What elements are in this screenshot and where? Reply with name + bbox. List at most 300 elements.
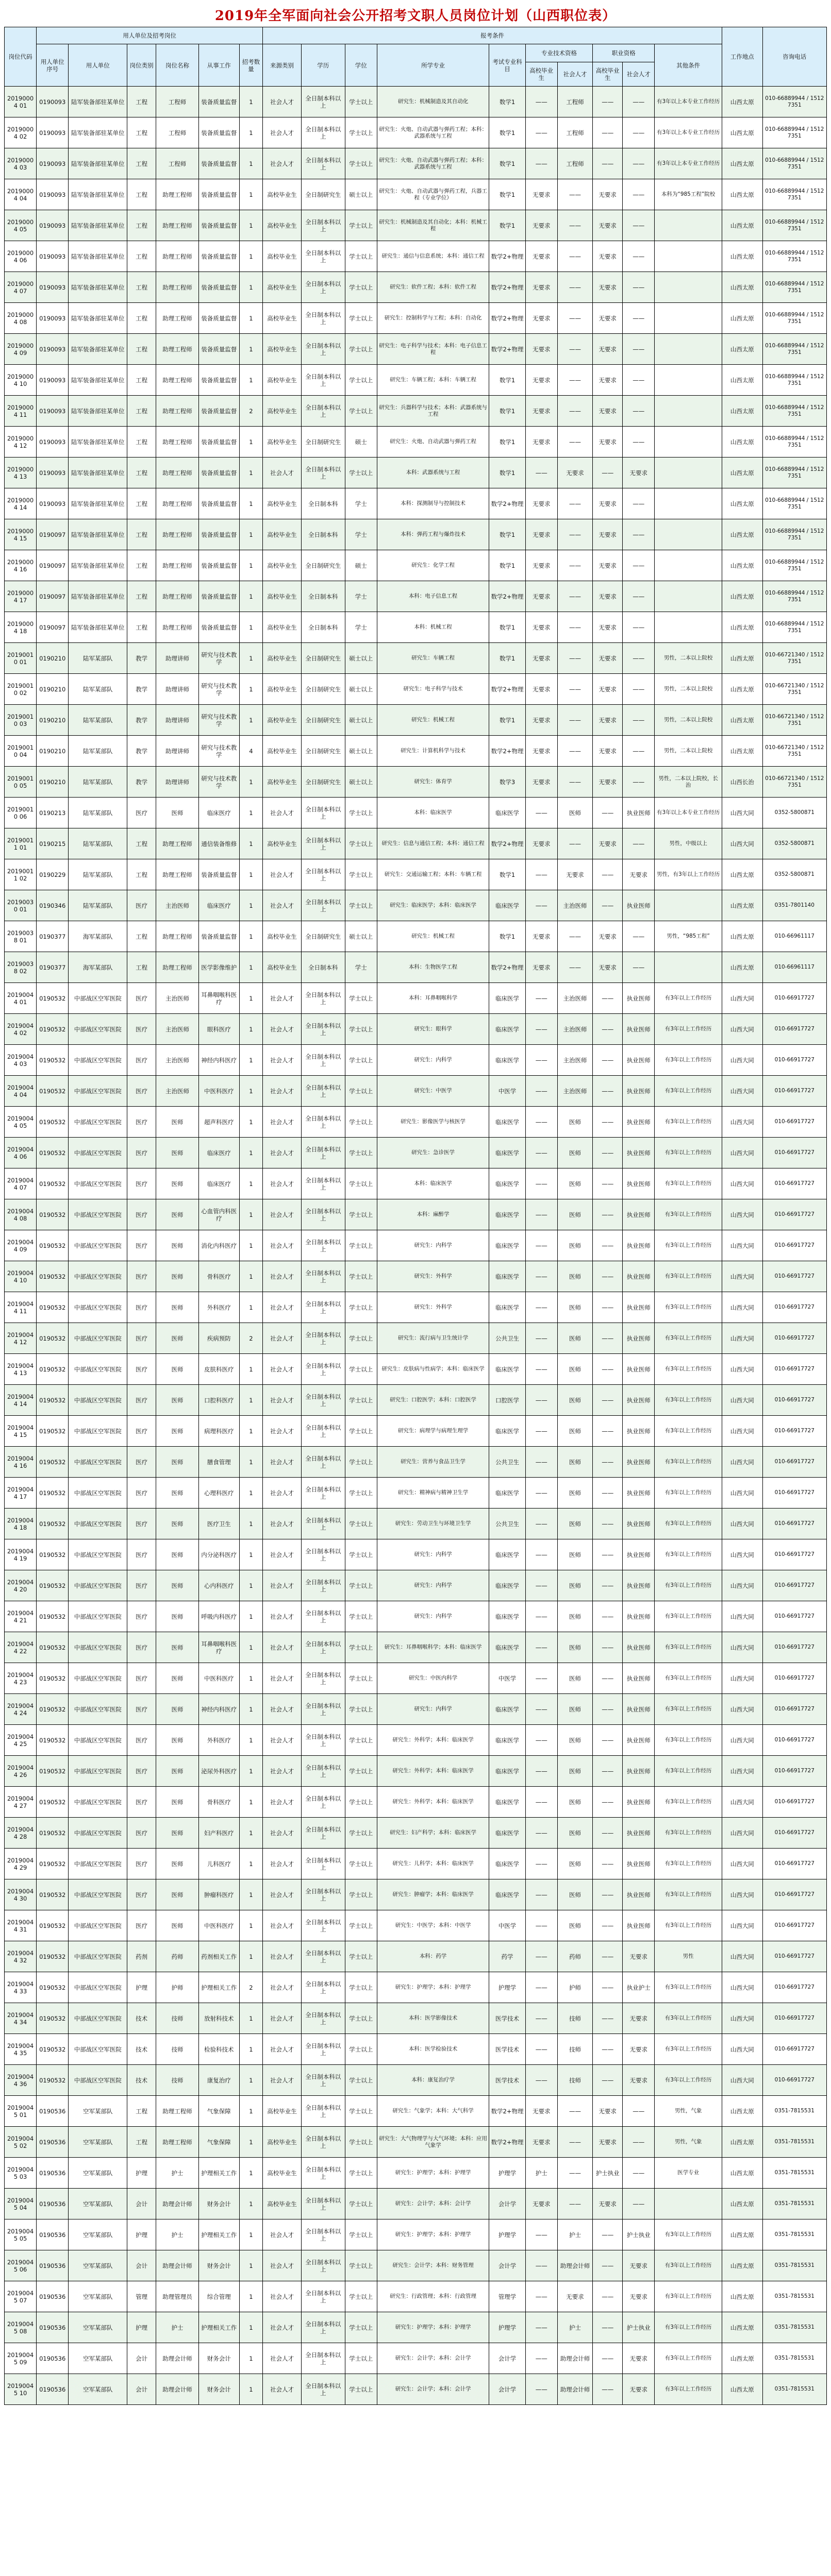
cell-work-location: 山西太原 (722, 921, 762, 952)
cell-tech-grad: —— (525, 1941, 557, 1972)
cell-education: 全日制本科以上 (301, 148, 345, 179)
cell-count: 1 (239, 2374, 263, 2405)
cell-degree: 学士以上 (345, 1292, 377, 1323)
cell-position-code: 20190004 09 (5, 334, 37, 365)
cell-post-type: 工程 (127, 828, 156, 859)
cell-degree: 学士以上 (345, 1168, 377, 1199)
cell-post-type: 工程 (127, 87, 156, 117)
cell-education: 全日制本科以上 (301, 1138, 345, 1168)
cell-count: 1 (239, 705, 263, 736)
cell-degree: 学士以上 (345, 1910, 377, 1941)
table-row (5, 1941, 827, 1972)
cell-position-code: 20190044 06 (5, 1138, 37, 1168)
cell-contact: 010-66917727 (762, 1168, 826, 1199)
cell-education: 全日制本科以上 (301, 798, 345, 828)
cell-contact: 010-66889944 / 15127351 (762, 427, 826, 457)
cell-major: 研究生：外科学 (377, 1261, 489, 1292)
cell-contact: 0351-7815531 (762, 2374, 826, 2405)
header-count: 招考数量 (239, 44, 263, 87)
cell-degree: 学士以上 (345, 798, 377, 828)
cell-voc-social: 执业医师 (623, 1323, 655, 1354)
cell-post-type: 医疗 (127, 1014, 156, 1045)
cell-unit-name: 陆军某部队 (69, 674, 127, 705)
cell-voc-social: 无要求 (623, 2250, 655, 2281)
cell-other: 有3年以上工作经历 (655, 1076, 722, 1107)
cell-tech-social: —— (557, 427, 592, 457)
cell-unit-no: 0190093 (37, 488, 69, 519)
header-major: 所学专业 (377, 44, 489, 87)
cell-major: 研究生：会计学；本科：会计学 (377, 2374, 489, 2405)
cell-degree: 学士以上 (345, 334, 377, 365)
cell-exam-subject: 临床医学 (489, 1230, 525, 1261)
cell-voc-grad: 无要求 (593, 334, 623, 365)
cell-tech-social: 医师 (557, 1570, 592, 1601)
cell-exam-subject: 医学技术 (489, 2065, 525, 2096)
cell-education: 全日制本科以上 (301, 1849, 345, 1879)
cell-education: 全日制本科以上 (301, 2343, 345, 2374)
cell-source: 社会人才 (263, 1107, 302, 1138)
cell-post-name: 工程师 (156, 148, 199, 179)
cell-contact: 0351-7815531 (762, 2127, 826, 2158)
cell-work-location: 山西大同 (722, 1416, 762, 1447)
cell-tech-social: 主治医师 (557, 1076, 592, 1107)
cell-work-desc: 眼科医疗 (198, 1014, 239, 1045)
cell-other (655, 488, 722, 519)
cell-position-code: 20190004 18 (5, 612, 37, 643)
cell-post-type: 医疗 (127, 1230, 156, 1261)
cell-work-desc: 康复治疗 (198, 2065, 239, 2096)
cell-exam-subject: 数学2+物理 (489, 581, 525, 612)
cell-exam-subject: 公共卫生 (489, 1509, 525, 1539)
cell-count: 1 (239, 1756, 263, 1787)
cell-tech-grad: —— (525, 1199, 557, 1230)
cell-work-desc: 膳食管理 (198, 1447, 239, 1478)
cell-degree: 学士以上 (345, 2281, 377, 2312)
cell-unit-name: 中部战区空军医院 (69, 1663, 127, 1694)
cell-contact: 010-66917727 (762, 1879, 826, 1910)
cell-contact: 010-66917727 (762, 1292, 826, 1323)
cell-other: 医学专业 (655, 2158, 722, 2189)
cell-degree: 学士以上 (345, 457, 377, 488)
cell-major: 研究生：会计学；本科：会计学 (377, 2189, 489, 2219)
cell-exam-subject: 中医学 (489, 1910, 525, 1941)
cell-unit-name: 陆军某部队 (69, 767, 127, 798)
table-row (5, 457, 827, 488)
cell-exam-subject: 会计学 (489, 2250, 525, 2281)
table-row (5, 736, 827, 767)
cell-other: 有3年以上工作经历 (655, 2281, 722, 2312)
cell-post-type: 医疗 (127, 1385, 156, 1416)
cell-voc-grad: —— (593, 1168, 623, 1199)
cell-unit-no: 0190532 (37, 1199, 69, 1230)
cell-contact: 010-66961117 (762, 952, 826, 983)
table-row (5, 581, 827, 612)
cell-contact: 010-66721340 / 15127351 (762, 767, 826, 798)
cell-other (655, 952, 722, 983)
cell-source: 社会人才 (263, 1818, 302, 1849)
cell-post-type: 医疗 (127, 1261, 156, 1292)
cell-unit-no: 0190532 (37, 1756, 69, 1787)
cell-unit-no: 0190532 (37, 1694, 69, 1725)
cell-degree: 学士以上 (345, 148, 377, 179)
cell-post-name: 助理工程师 (156, 365, 199, 396)
cell-work-location: 山西太原 (722, 2127, 762, 2158)
cell-count: 1 (239, 334, 263, 365)
cell-unit-name: 中部战区空军医院 (69, 1539, 127, 1570)
cell-voc-grad: —— (593, 1601, 623, 1632)
cell-post-type: 护理 (127, 2219, 156, 2250)
cell-contact: 010-66917727 (762, 2034, 826, 2065)
cell-degree: 学士以上 (345, 1199, 377, 1230)
cell-exam-subject: 临床医学 (489, 1199, 525, 1230)
cell-work-location: 山西大同 (722, 1910, 762, 1941)
cell-count: 1 (239, 1385, 263, 1416)
cell-count: 1 (239, 148, 263, 179)
cell-contact: 010-66917727 (762, 1385, 826, 1416)
cell-work-location: 山西大同 (722, 1261, 762, 1292)
cell-exam-subject: 管理学 (489, 2281, 525, 2312)
cell-tech-grad: 无要求 (525, 674, 557, 705)
cell-major: 研究生：气象学；本科：大气科学 (377, 2096, 489, 2127)
cell-work-location: 山西大同 (722, 1787, 762, 1818)
cell-tech-social: —— (557, 828, 592, 859)
cell-source: 社会人才 (263, 1570, 302, 1601)
cell-education: 全日制本科以上 (301, 87, 345, 117)
cell-major: 研究生：机械工程 (377, 705, 489, 736)
cell-post-type: 工程 (127, 921, 156, 952)
cell-work-desc: 研究与技术教学 (198, 767, 239, 798)
cell-other: 有3年以上工作经历 (655, 1539, 722, 1570)
cell-major: 研究生：皮肤病与性病学；本科：临床医学 (377, 1354, 489, 1385)
cell-contact: 010-66917727 (762, 1076, 826, 1107)
cell-source: 社会人才 (263, 1941, 302, 1972)
cell-source: 高校毕业生 (263, 303, 302, 334)
cell-source: 高校毕业生 (263, 488, 302, 519)
cell-contact: 010-66721340 / 15127351 (762, 705, 826, 736)
cell-voc-grad: —— (593, 1138, 623, 1168)
cell-voc-social: —— (623, 550, 655, 581)
cell-work-desc: 装备质量监督 (198, 550, 239, 581)
cell-degree: 学士以上 (345, 1694, 377, 1725)
cell-exam-subject: 数学1 (489, 921, 525, 952)
cell-contact: 010-66889944 / 15127351 (762, 365, 826, 396)
cell-unit-no: 0190532 (37, 1478, 69, 1509)
cell-voc-social: 执业医师 (623, 1138, 655, 1168)
cell-count: 1 (239, 1168, 263, 1199)
table-row (5, 1632, 827, 1663)
cell-unit-no: 0190377 (37, 952, 69, 983)
cell-unit-no: 0190532 (37, 1663, 69, 1694)
cell-voc-grad: 护士执业 (593, 2158, 623, 2189)
cell-voc-grad: —— (593, 1076, 623, 1107)
cell-contact: 010-66721340 / 15127351 (762, 643, 826, 674)
cell-work-location: 山西大同 (722, 2065, 762, 2096)
cell-exam-subject: 数学2+物理 (489, 2127, 525, 2158)
cell-tech-grad: —— (525, 1910, 557, 1941)
cell-post-type: 工程 (127, 488, 156, 519)
cell-contact: 010-66917727 (762, 1941, 826, 1972)
cell-work-desc: 耳鼻咽喉科医疗 (198, 983, 239, 1014)
cell-exam-subject: 临床医学 (489, 1725, 525, 1756)
cell-unit-no: 0190093 (37, 365, 69, 396)
cell-voc-social: —— (623, 427, 655, 457)
cell-tech-grad: 无要求 (525, 303, 557, 334)
cell-unit-no: 0190532 (37, 983, 69, 1014)
cell-contact: 0351-7815531 (762, 2343, 826, 2374)
cell-unit-name: 陆军装备部驻某单位 (69, 396, 127, 427)
cell-major: 研究生：中医内科学 (377, 1663, 489, 1694)
table-row (5, 1076, 827, 1107)
cell-degree: 学士以上 (345, 2065, 377, 2096)
table-row (5, 2065, 827, 2096)
cell-source: 高校毕业生 (263, 210, 302, 241)
cell-position-code: 20190044 12 (5, 1323, 37, 1354)
cell-other (655, 210, 722, 241)
cell-work-desc: 口腔科医疗 (198, 1385, 239, 1416)
cell-work-desc: 中医科医疗 (198, 1663, 239, 1694)
cell-exam-subject: 临床医学 (489, 1168, 525, 1199)
cell-contact: 010-66917727 (762, 1972, 826, 2003)
cell-tech-grad: —— (525, 859, 557, 890)
cell-voc-grad: —— (593, 1478, 623, 1509)
cell-work-location: 山西太原 (722, 2281, 762, 2312)
cell-count: 4 (239, 736, 263, 767)
cell-voc-social: —— (623, 612, 655, 643)
cell-tech-grad: —— (525, 1323, 557, 1354)
cell-unit-name: 中部战区空军医院 (69, 1509, 127, 1539)
cell-voc-social: 执业医师 (623, 1849, 655, 1879)
cell-other: 有3年以上工作经历 (655, 1168, 722, 1199)
cell-unit-no: 0190532 (37, 1447, 69, 1478)
cell-position-code: 20190045 05 (5, 2219, 37, 2250)
cell-exam-subject: 数学1 (489, 87, 525, 117)
cell-tech-grad: 无要求 (525, 334, 557, 365)
cell-education: 全日制本科 (301, 581, 345, 612)
cell-work-location: 山西太原 (722, 210, 762, 241)
cell-contact: 010-66889944 / 15127351 (762, 117, 826, 148)
cell-degree: 学士以上 (345, 1076, 377, 1107)
cell-voc-social: —— (623, 396, 655, 427)
cell-tech-social: —— (557, 2189, 592, 2219)
cell-voc-social: —— (623, 87, 655, 117)
cell-source: 高校毕业生 (263, 2127, 302, 2158)
cell-unit-name: 陆军某部队 (69, 890, 127, 921)
cell-degree: 学士以上 (345, 117, 377, 148)
cell-post-type: 医疗 (127, 1849, 156, 1879)
cell-unit-name: 空军某部队 (69, 2312, 127, 2343)
cell-work-desc: 装备质量监督 (198, 859, 239, 890)
cell-work-location: 山西大同 (722, 1354, 762, 1385)
cell-voc-social: 执业医师 (623, 1879, 655, 1910)
table-row (5, 272, 827, 303)
cell-work-location: 山西太原 (722, 179, 762, 210)
cell-unit-no: 0190532 (37, 1261, 69, 1292)
cell-contact: 010-66917727 (762, 1354, 826, 1385)
cell-contact: 010-66917727 (762, 1787, 826, 1818)
cell-contact: 010-66917727 (762, 1107, 826, 1138)
cell-tech-social: 医师 (557, 1107, 592, 1138)
cell-education: 全日制本科以上 (301, 1694, 345, 1725)
cell-work-location: 山西太原 (722, 334, 762, 365)
cell-unit-name: 陆军装备部驻某单位 (69, 365, 127, 396)
cell-education: 全日制本科以上 (301, 1818, 345, 1849)
cell-source: 社会人才 (263, 983, 302, 1014)
cell-work-location: 山西大同 (722, 1323, 762, 1354)
cell-unit-no: 0190346 (37, 890, 69, 921)
cell-major: 研究生：车辆工程 (377, 643, 489, 674)
cell-count: 1 (239, 1416, 263, 1447)
cell-tech-grad: —— (525, 2343, 557, 2374)
cell-voc-grad: 无要求 (593, 427, 623, 457)
cell-major: 研究生：机械制造及其自动化；本科：机械工程 (377, 210, 489, 241)
cell-source: 高校毕业生 (263, 365, 302, 396)
cell-exam-subject: 数学1 (489, 705, 525, 736)
cell-tech-grad: —— (525, 1385, 557, 1416)
cell-work-desc: 装备质量监督 (198, 365, 239, 396)
cell-tech-grad: —— (525, 1478, 557, 1509)
cell-unit-name: 中部战区空军医院 (69, 1447, 127, 1478)
cell-education: 全日制研究生 (301, 705, 345, 736)
cell-voc-grad: 无要求 (593, 581, 623, 612)
cell-education: 全日制本科以上 (301, 2374, 345, 2405)
table-row (5, 117, 827, 148)
cell-work-desc: 耳鼻咽喉科医疗 (198, 1632, 239, 1663)
cell-post-type: 工程 (127, 519, 156, 550)
cell-work-location: 山西大同 (722, 1756, 762, 1787)
cell-post-name: 医师 (156, 1478, 199, 1509)
cell-work-location: 山西太原 (722, 241, 762, 272)
cell-post-name: 医师 (156, 1663, 199, 1694)
cell-work-desc: 护理相关工作 (198, 2219, 239, 2250)
cell-unit-name: 中部战区空军医院 (69, 1725, 127, 1756)
cell-degree: 学士 (345, 612, 377, 643)
cell-major: 研究生：机械工程 (377, 921, 489, 952)
cell-tech-grad: —— (525, 1663, 557, 1694)
cell-exam-subject: 数学2+物理 (489, 334, 525, 365)
cell-work-location: 山西长治 (722, 767, 762, 798)
cell-voc-social: 执业医师 (623, 1725, 655, 1756)
cell-tech-grad: 无要求 (525, 272, 557, 303)
cell-voc-grad: —— (593, 1107, 623, 1138)
cell-work-location: 山西大同 (722, 1663, 762, 1694)
cell-post-type: 医疗 (127, 1509, 156, 1539)
cell-voc-grad: —— (593, 1941, 623, 1972)
cell-work-desc: 财务会计 (198, 2374, 239, 2405)
cell-voc-social: 执业医师 (623, 1045, 655, 1076)
cell-tech-social: 医师 (557, 1230, 592, 1261)
cell-tech-grad: 无要求 (525, 2096, 557, 2127)
cell-position-code: 20190010 03 (5, 705, 37, 736)
cell-education: 全日制本科 (301, 952, 345, 983)
cell-post-name: 助理工程师 (156, 550, 199, 581)
cell-major: 研究生：通信与信息系统；本科：通信工程 (377, 241, 489, 272)
cell-post-name: 助理工程师 (156, 488, 199, 519)
cell-source: 高校毕业生 (263, 828, 302, 859)
cell-count: 1 (239, 890, 263, 921)
cell-tech-social: 助理会计师 (557, 2374, 592, 2405)
cell-voc-grad: —— (593, 457, 623, 488)
cell-degree: 硕士 (345, 427, 377, 457)
cell-degree: 学士 (345, 519, 377, 550)
cell-degree: 学士以上 (345, 1972, 377, 2003)
cell-other (655, 303, 722, 334)
cell-contact: 010-66917727 (762, 983, 826, 1014)
table-row (5, 1014, 827, 1045)
cell-tech-social: 医师 (557, 1292, 592, 1323)
cell-tech-social: 医师 (557, 1416, 592, 1447)
cell-source: 社会人才 (263, 2219, 302, 2250)
cell-source: 社会人才 (263, 1601, 302, 1632)
cell-post-name: 助理工程师 (156, 612, 199, 643)
cell-voc-grad: —— (593, 1818, 623, 1849)
cell-voc-social: —— (623, 952, 655, 983)
cell-work-desc: 中医科医疗 (198, 1076, 239, 1107)
cell-work-desc: 装备质量监督 (198, 488, 239, 519)
cell-education: 全日制本科以上 (301, 2281, 345, 2312)
cell-post-name: 医师 (156, 1261, 199, 1292)
table-row (5, 1972, 827, 2003)
cell-post-name: 医师 (156, 1849, 199, 1879)
cell-unit-no: 0190532 (37, 1818, 69, 1849)
cell-degree: 学士以上 (345, 859, 377, 890)
cell-position-code: 20190004 07 (5, 272, 37, 303)
cell-voc-social: 执业医师 (623, 798, 655, 828)
cell-count: 1 (239, 1539, 263, 1570)
cell-voc-social: —— (623, 272, 655, 303)
cell-tech-social: 医师 (557, 1756, 592, 1787)
cell-unit-no: 0190532 (37, 1045, 69, 1076)
cell-work-location: 山西太原 (722, 581, 762, 612)
cell-position-code: 20190044 34 (5, 2003, 37, 2034)
cell-post-name: 医师 (156, 1354, 199, 1385)
cell-unit-name: 空军某部队 (69, 2374, 127, 2405)
cell-position-code: 20190004 03 (5, 148, 37, 179)
table-row (5, 2158, 827, 2189)
cell-post-type: 工程 (127, 210, 156, 241)
cell-contact: 010-66889944 / 15127351 (762, 612, 826, 643)
header-requirements: 报考条件 (263, 27, 722, 44)
cell-tech-social: —— (557, 210, 592, 241)
cell-voc-social: —— (623, 2127, 655, 2158)
table-row (5, 334, 827, 365)
cell-other: 男性，有3年以上工作经历 (655, 859, 722, 890)
cell-post-name: 助理工程师 (156, 828, 199, 859)
cell-education: 全日制本科以上 (301, 1910, 345, 1941)
cell-tech-grad: 无要求 (525, 210, 557, 241)
cell-source: 社会人才 (263, 1199, 302, 1230)
cell-exam-subject: 药学 (489, 1941, 525, 1972)
cell-work-location: 山西太原 (722, 550, 762, 581)
cell-unit-no: 0190532 (37, 1292, 69, 1323)
cell-post-name: 助理工程师 (156, 241, 199, 272)
cell-unit-no: 0190532 (37, 1107, 69, 1138)
cell-education: 全日制本科以上 (301, 1787, 345, 1818)
cell-count: 1 (239, 2281, 263, 2312)
cell-exam-subject: 临床医学 (489, 1045, 525, 1076)
cell-voc-social: 执业医师 (623, 1014, 655, 1045)
table-row (5, 1756, 827, 1787)
cell-voc-social: —— (623, 303, 655, 334)
cell-unit-no: 0190532 (37, 1787, 69, 1818)
cell-exam-subject: 临床医学 (489, 890, 525, 921)
cell-voc-grad: 无要求 (593, 921, 623, 952)
cell-post-name: 医师 (156, 1910, 199, 1941)
cell-post-type: 工程 (127, 550, 156, 581)
cell-contact: 010-66889944 / 15127351 (762, 334, 826, 365)
cell-post-name: 助理工程师 (156, 519, 199, 550)
cell-other: 有3年以上工作经历 (655, 2219, 722, 2250)
cell-unit-no: 0190532 (37, 1539, 69, 1570)
